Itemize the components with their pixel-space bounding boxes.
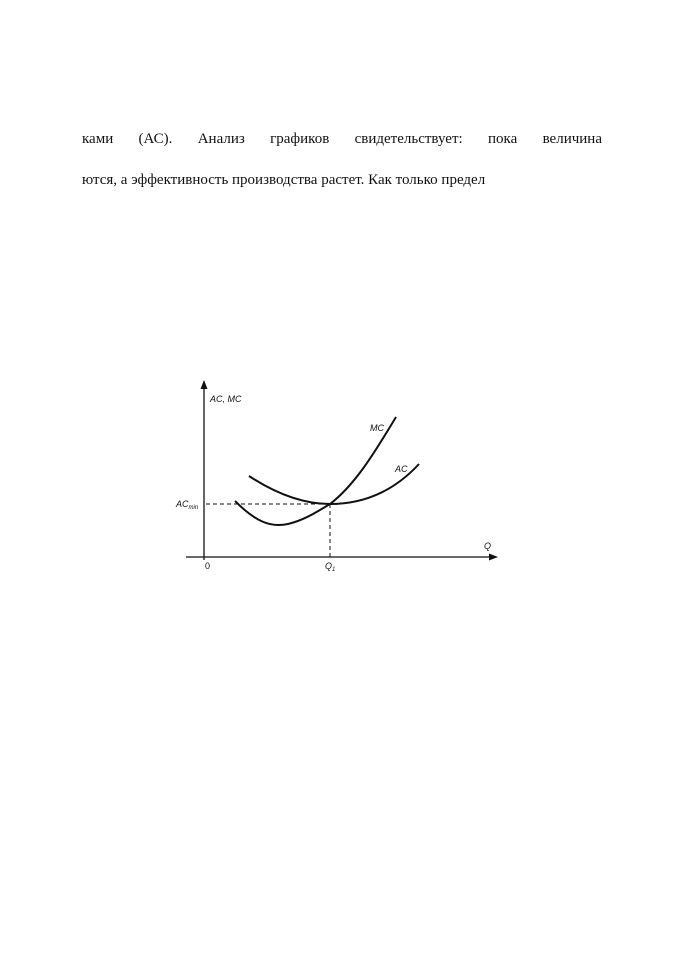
ac-curve-label: AC <box>395 464 408 474</box>
ac-curve <box>249 464 419 504</box>
y-axis-arrow-icon <box>201 380 208 389</box>
x-axis-label: Q <box>484 541 492 551</box>
x-axis-arrow-icon <box>489 554 498 561</box>
origin-label: 0 <box>205 561 211 571</box>
text-line-2: ются, а эффективность производства растет. Как только предел <box>82 172 486 188</box>
q1-subscript: 1 <box>332 567 336 573</box>
acmin-subscript: min <box>188 505 199 511</box>
acmin-main-text: AC <box>176 499 189 509</box>
q1-main-text: Q <box>325 561 333 571</box>
q1-label <box>325 561 335 573</box>
text-line-1: ками (АС). Анализ графиков свидетельствует: пока величина <box>82 131 602 147</box>
mc-curve <box>235 417 396 525</box>
mc-curve-label: MC <box>370 423 384 433</box>
y-axis-label: AC, MC <box>210 394 242 404</box>
acmin-label <box>175 499 199 511</box>
